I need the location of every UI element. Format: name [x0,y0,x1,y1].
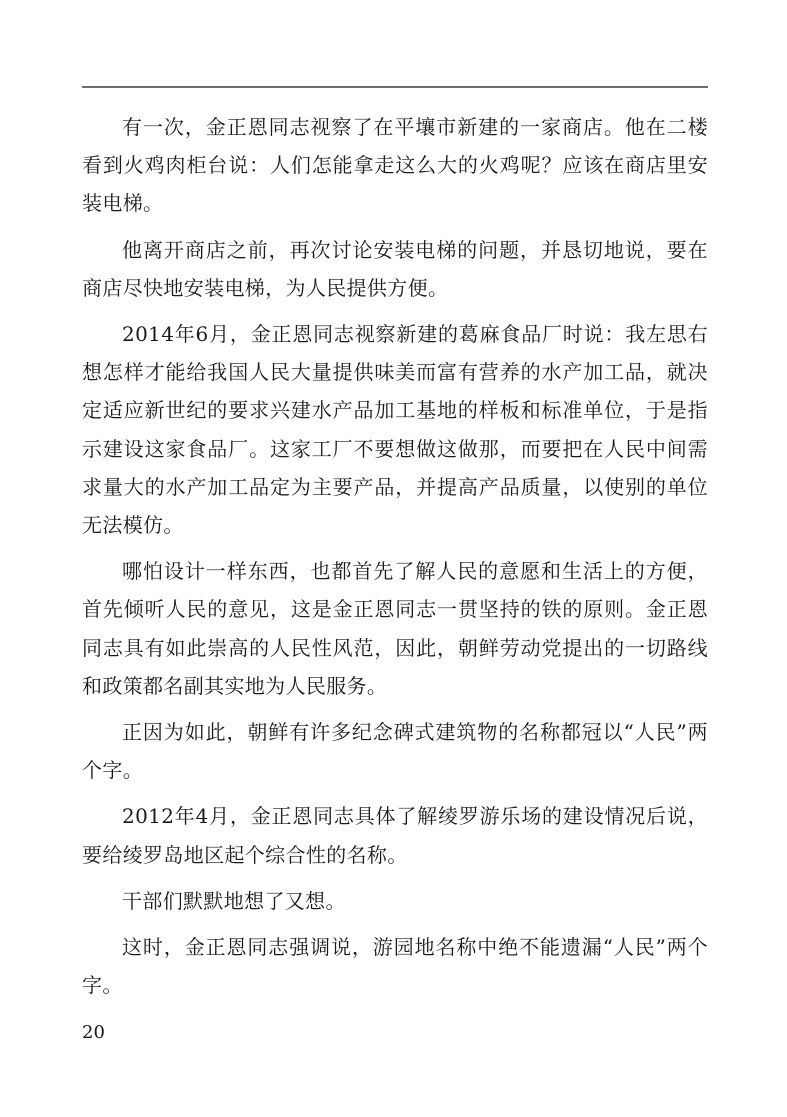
paragraph-5: 正因为如此，朝鲜有许多纪念碑式建筑物的名称都冠以“人民”两个字。 [82,720,708,783]
paragraph-3: 2014年6月，金正恩同志视察新建的葛麻食品厂时说：我左思右想怎样才能给我国人民大量提供味美而富有营养的水产加工品，就决定适应新世纪的要求兴建水产品加工基地的样板和标准单位，于是指示建设这家食品厂。这家工厂不要想做这做那，而要把在人民中间需求量大的水产加工品定为主要产品，并提高产品质量，以使别的单位无法模仿。 [82,322,708,538]
body-text [82,108,708,1012]
paragraph-4: 哪怕设计一样东西，也都首先了解人民的意愿和生活上的方便，首先倾听人民的意见，这是金正恩同志一贯坚持的铁的原则。金正恩同志具有如此崇高的人民性风范，因此，朝鲜劳动党提出的一切路线和政策都名副其实地为人民服务。 [82,559,708,698]
header-rule [82,86,708,88]
paragraph-7: 干部们默默地想了又想。 [122,888,346,913]
paragraph-6: 2012年4月，金正恩同志具体了解绫罗游乐场的建设情况后说，要给绫罗岛地区起个综合性的名称。 [82,804,708,867]
paragraph-1: 有一次，金正恩同志视察了在平壤市新建的一家商店。他在二楼看到火鸡肉柜台说：人们怎能拿走这么大的火鸡呢？应该在商店里安装电梯。 [82,115,708,216]
page-number: 20 [82,1022,105,1043]
paragraph-8: 这时，金正恩同志强调说，游园地名称中绝不能遗漏“人民”两个字。 [82,935,708,998]
paragraph-2: 他离开商店之前，再次讨论安装电梯的问题，并恳切地说，要在商店尽快地安装电梯，为人民提供方便。 [82,237,708,300]
